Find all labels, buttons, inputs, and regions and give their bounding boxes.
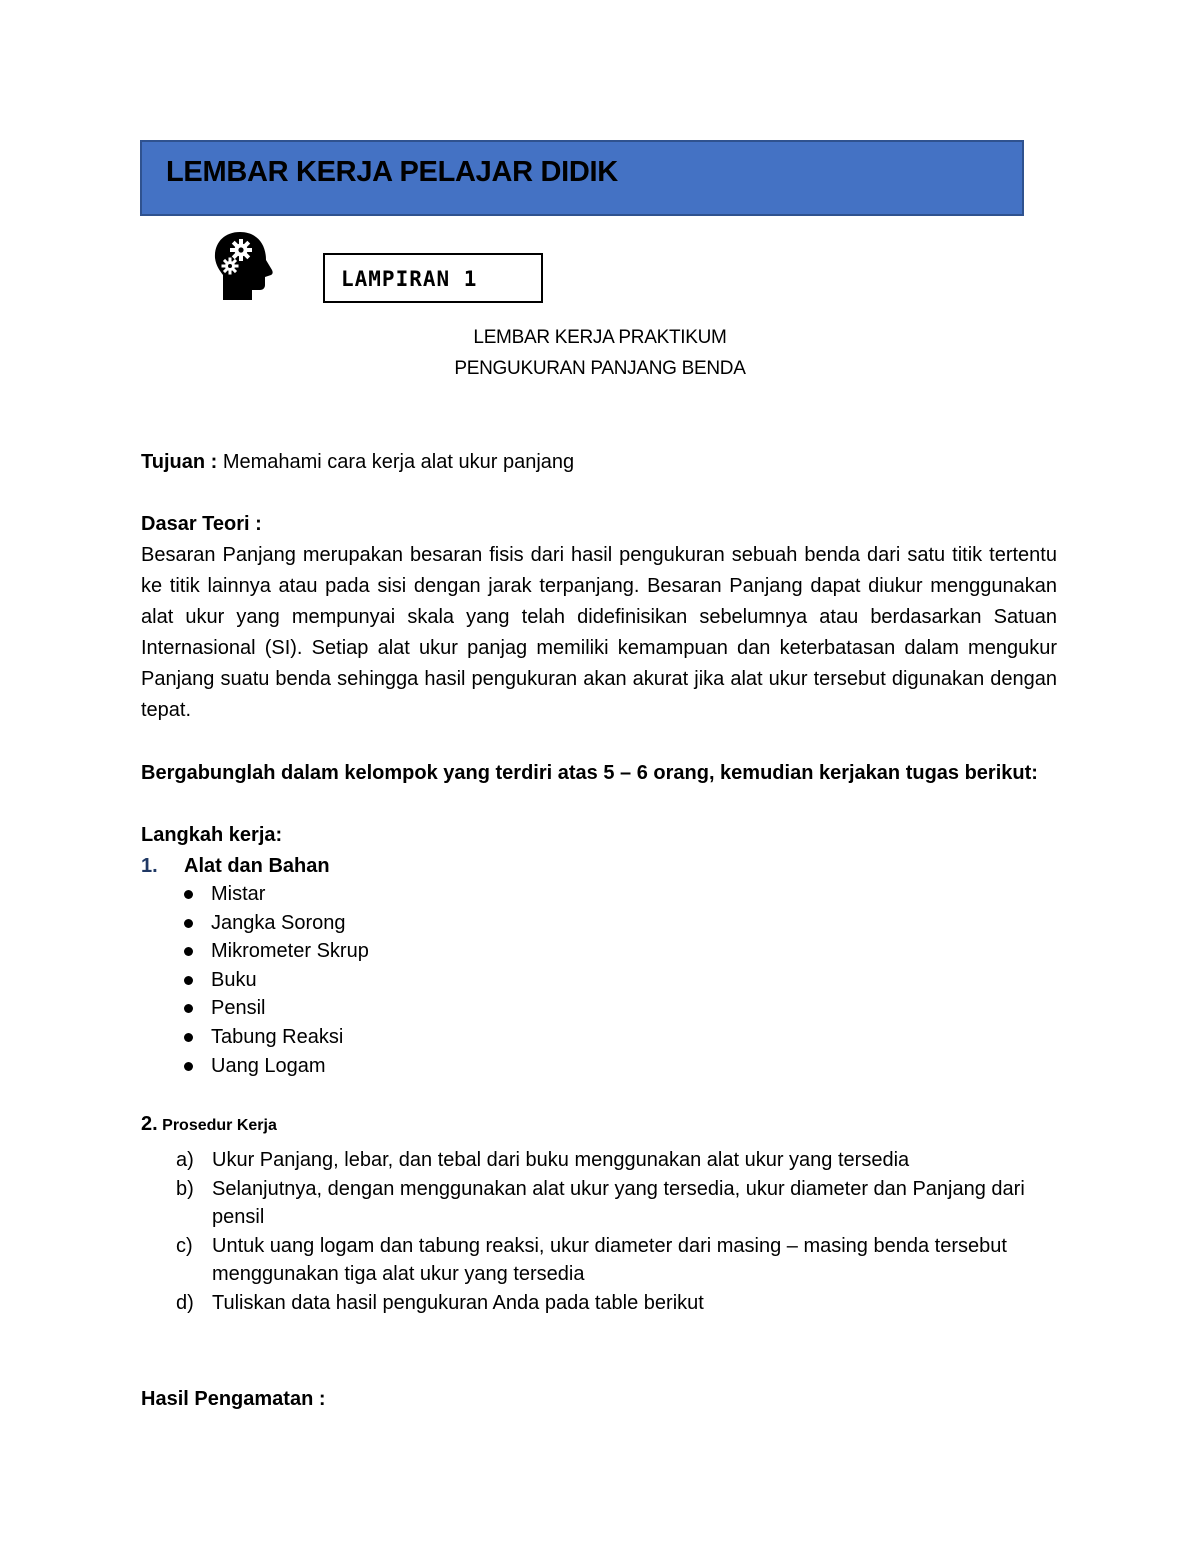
step-mark: a): [176, 1149, 194, 1171]
bullet-icon: [184, 976, 193, 985]
list-item-text: Jangka Sorong: [211, 911, 346, 934]
section-1-number: 1.: [141, 855, 158, 877]
list-item: [184, 937, 369, 966]
list-item: [176, 1146, 1056, 1175]
step-mark: c): [176, 1234, 193, 1257]
list-item: [176, 1289, 1056, 1318]
list-item-text: Uang Logam: [211, 1054, 326, 1077]
group-instruction: Bergabunglah dalam kelompok yang terdiri atas 5 – 6 orang, kemudian kerjakan tugas berikut:: [141, 762, 1038, 784]
subtitle-line-2: PENGUKURAN PANJANG BENDA: [454, 358, 746, 379]
list-item: [176, 1232, 1056, 1289]
tujuan-label: Tujuan :: [141, 451, 218, 473]
hasil-pengamatan-label: Hasil Pengamatan :: [141, 1388, 326, 1410]
step-mark: b): [176, 1177, 194, 1200]
dasar-teori-paragraph: Besaran Panjang merupakan besaran fisis dari hasil pengukuran sebuah benda dari satu titik tertentu ke titik lainnya atau pada sisi dengan jarak terpanjang. Besaran Panjang dapat diukur menggunakan alat ukur yang mempunyai skala yang telah didefinisikan sebelumnya atau berdasarkan Satuan Internasional (SI). Setiap alat ukur panjag memiliki kemampuan dan keterbatasan dalam mengukur Panjang suatu benda sehingga hasil pengukuran akan akurat jika alat ukur tersebut digunakan dengan tepat.: [141, 544, 1057, 721]
procedure-list: [176, 1146, 1056, 1317]
list-item: [184, 1052, 369, 1081]
section-2-number: 2.: [141, 1113, 158, 1135]
header-banner: [140, 140, 1024, 216]
dasar-teori-label: Dasar Teori :: [141, 513, 262, 535]
bullet-icon: [184, 919, 193, 928]
subtitle-line-1: LEMBAR KERJA PRAKTIKUM: [473, 327, 727, 348]
lampiran-label: LAMPIRAN 1: [341, 267, 478, 291]
bullet-icon: [184, 1062, 193, 1071]
list-item: [184, 880, 369, 909]
bullet-icon: [184, 1004, 193, 1013]
list-item-text: Mistar: [211, 883, 266, 905]
bullet-icon: [184, 1033, 193, 1042]
list-item: [184, 994, 369, 1023]
list-item: [184, 966, 369, 995]
tools-list: [184, 880, 369, 1080]
section-2-heading: [141, 1113, 277, 1136]
lampiran-box: [323, 253, 543, 303]
tujuan-text: Memahami cara kerja alat ukur panjang: [217, 451, 575, 473]
step-text: Ukur Panjang, lebar, dan tebal dari buku menggunakan alat ukur yang tersedia: [212, 1149, 910, 1171]
list-item-text: Pensil: [211, 997, 266, 1020]
list-item-text: Tabung Reaksi: [211, 1025, 344, 1048]
head-gears-icon: [210, 230, 274, 302]
bullet-icon: [184, 890, 193, 899]
list-item-text: Buku: [211, 968, 257, 991]
langkah-kerja-label: Langkah kerja:: [141, 824, 283, 846]
step-text: Selanjutnya, dengan menggunakan alat ukur yang tersedia, ukur diameter dan Panjang dari pensil: [212, 1177, 1025, 1228]
list-item: [176, 1175, 1056, 1232]
list-item-text: Mikrometer Skrup: [211, 940, 369, 963]
tujuan-line: [141, 447, 574, 478]
step-mark: d): [176, 1291, 194, 1314]
section-2-title: Prosedur Kerja: [162, 1117, 277, 1134]
bullet-icon: [184, 947, 193, 956]
list-item: [184, 909, 369, 938]
section-1-title: Alat dan Bahan: [184, 855, 330, 877]
list-item: [184, 1023, 369, 1052]
step-text: Untuk uang logam dan tabung reaksi, ukur diameter dari masing – masing benda tersebut menggunakan tiga alat ukur yang tersedia: [212, 1234, 1007, 1285]
banner-title: LEMBAR KERJA PELAJAR DIDIK: [166, 156, 618, 188]
step-text: Tuliskan data hasil pengukuran Anda pada table berikut: [212, 1291, 704, 1314]
